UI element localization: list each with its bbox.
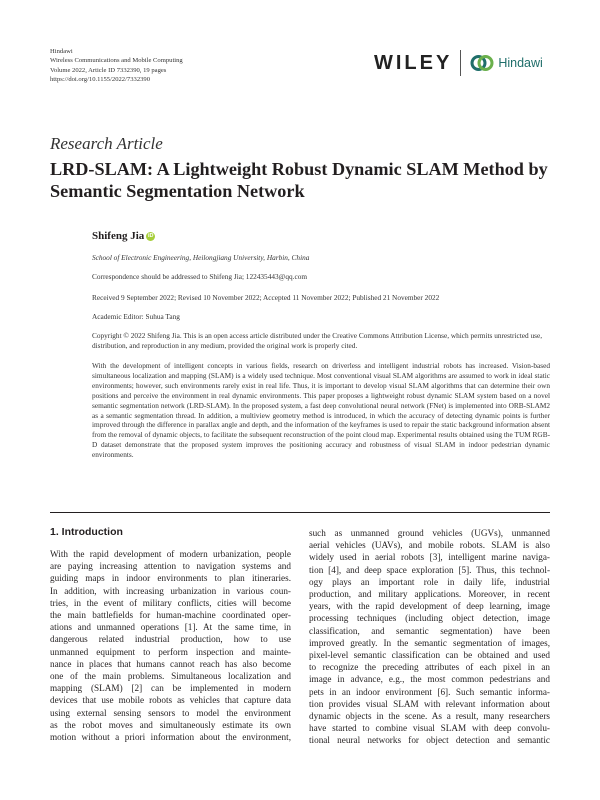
body-line: using external sensing sensors to model the environment (50, 707, 291, 718)
body-line: guiding maps in indoor environments to plan itineraries. (50, 573, 291, 584)
volume-info: Volume 2022, Article ID 7332390, 19 pages (50, 66, 167, 74)
body-line: production, and military applications. Moreover, in recent (309, 589, 550, 600)
article-title: LRD-SLAM: A Lightweight Robust Dynamic SLAM Method by Semantic Segmentation Network (50, 159, 548, 201)
body-line: are paying increasing attention to navigation systems and (50, 561, 291, 572)
body-line: dangerous related industrial production, how to use (50, 634, 291, 645)
section-heading: 1. Introduction (50, 526, 123, 538)
body-line: With the rapid development of modern urbanization, people (50, 549, 291, 559)
body-line: classification, and semantic segmentation) have been (309, 625, 550, 636)
body-line: image in advance, e.g., the most common pedestrians and (309, 674, 550, 685)
body-line: processing techniques (including object detection, image (309, 613, 550, 624)
copyright-notice: Copyright © 2022 Shifeng Jia. This is an open access article distributed under the Creative Commons Attribution License, which permits unrestricted use, distribution, and reproduction in any medium, provided the original work is properly cited. (92, 331, 543, 350)
hindawi-logo-text: Hindawi (498, 56, 543, 70)
journal-name: Wireless Communications and Mobile Computing (50, 57, 183, 65)
body-line: motion without a priori information about the environment, (50, 732, 291, 743)
logo-divider (460, 50, 461, 76)
body-line: have started to combine visual SLAM with deep convolu- (309, 723, 550, 734)
doi-link[interactable]: https://doi.org/10.1155/2022/7332390 (50, 76, 151, 84)
body-line: dynamic objects in the scene. As a result, many researchers (309, 711, 550, 722)
body-line: as the robot moves and simultaneously estimate its own (50, 719, 291, 730)
body-line: ations and unmanned operations [1]. At the same time, in (50, 622, 291, 633)
academic-editor: Academic Editor: Suhua Tang (92, 312, 180, 321)
body-line: nance in places that humans cannot reach has also become (50, 658, 291, 669)
body-line: tional neural networks for object detection and semantic (309, 735, 550, 746)
body-line: ogy plays an important role in daily life, industrial (309, 576, 550, 587)
hindawi-logo-icon (470, 53, 494, 73)
body-line: the main battlefields for human-machine coordinated oper- (50, 610, 291, 621)
publisher-name: Hindawi (50, 48, 73, 55)
article-type: Research Article (50, 134, 163, 153)
body-line: In addition, with increasing urbanization in various coun- (50, 585, 291, 596)
publisher-logos (374, 46, 543, 80)
body-line: pets in an indoor environment [6]. Such semantic informa- (309, 686, 550, 697)
body-line: such as unmanned ground vehicles (UGVs), unmanned (309, 528, 550, 538)
body-line: mapping (SLAM) [2] can be implemented in modern (50, 683, 291, 694)
body-line: tries, in the event of military conflicts, cities will become (50, 597, 291, 608)
body-line: aerial vehicles (UAVs), and mobile robots. SLAM is also (309, 540, 550, 551)
body-line: devices that use mobile robots as vehicles that capture data (50, 695, 291, 706)
body-line: pixel-level semantic classification can be obtained and used (309, 650, 550, 661)
body-line: one of the main problems. Simultaneous localization and (50, 671, 291, 682)
wiley-logo: WILEY (374, 51, 453, 74)
journal-info (50, 47, 183, 85)
orcid-icon[interactable]: iD (148, 232, 154, 239)
body-column-left (50, 548, 291, 743)
article-dates: Received 9 September 2022; Revised 10 November 2022; Accepted 11 November 2022; Published 21 November 2022 (92, 293, 440, 302)
body-line: unmanned equipment to perform inspection and mainte- (50, 646, 291, 657)
author-name: Shifeng Jia (92, 230, 145, 242)
abstract: With the development of intelligent concepts in various fields, research on driverless and intelligent industrial robots has increased. Vision-based simultaneous localization and mapping (SLAM) is a widely used technique. Most conventional visual SLAM algorithms are assumed to work in ideal static environments; however, such environments rarely exist in real life. Thus, it is important to develop visual SLAM algorithms that can determine their own positions and perceive the environment in real dynamic environments. This paper proposes a lightweight robust dynamic SLAM system based on a novel semantic segmentation network (LRD-SLAM). In the proposed system, a fast deep convolutional neural network (FNet) is implemented into ORB-SLAM2 as a semantic segmentation thread. In addition, a multiview geometry method is introduced, in which the accuracy of detecting dynamic points is further improved through the difference in parallax angle and depth, and the information of the keyframes is used to repair the static background information absent from the removal of dynamic objects, to facilitate the subsequent reconstruction of the point cloud map. Experimental results obtained using the TUM RGB-D dataset demonstrate that the proposed system improves the positioning accuracy and robustness of visual SLAM in indoor pedestrian dynamic environments. (92, 361, 550, 460)
author-line (92, 230, 155, 242)
body-column-right (309, 527, 550, 747)
body-line: tion [4], and deep space exploration [5]. Thus, this technol- (309, 564, 550, 575)
body-line: improved greatly. In the semantic segmentation of images, (309, 637, 550, 648)
body-line: widely used in aerial robots [3], intelligent marine naviga- (309, 552, 550, 563)
body-line: tion provides visual SLAM with relevant information about (309, 698, 550, 709)
body-line: to recognize the preceding attributes of each pixel in an (309, 662, 550, 673)
section-divider (50, 512, 550, 513)
correspondence: Correspondence should be addressed to Shifeng Jia; 122435443@qq.com (92, 272, 308, 281)
affiliation: School of Electronic Engineering, Heilongjiang University, Harbin, China (92, 253, 310, 262)
body-line: years, with the rapid development of deep learning, image (309, 601, 550, 612)
